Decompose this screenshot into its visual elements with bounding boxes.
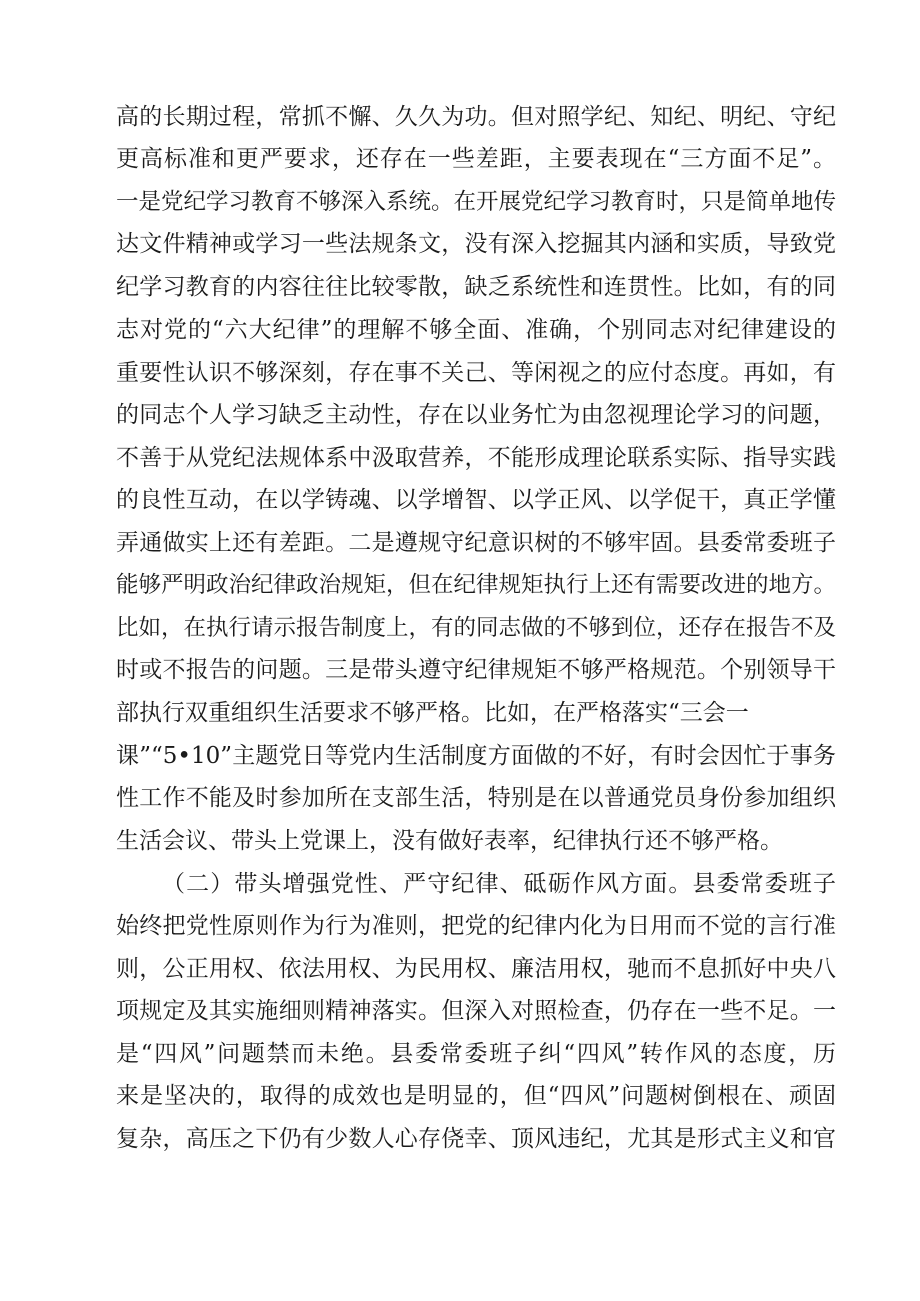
paragraph-line: 比如，在执行请示报告制度上，有的同志做的不够到位，还存在报告不及 xyxy=(116,615,837,641)
paragraph-line: 志对党的“六大纪律”的理解不够全面、准确，个别同志对纪律建设的 xyxy=(116,317,836,343)
paragraph-line: 则，公正用权、依法用权、为民用权、廉洁用权，驰而不息抓好中央八 xyxy=(116,956,836,982)
paragraph-line: 项规定及其实施细则精神落实。但深入对照检查，仍存在一些不足。一 xyxy=(116,998,836,1024)
paragraph-line: 的良性互动，在以学铸魂、以学增智、以学正风、以学促干，真正学懂 xyxy=(116,487,836,513)
paragraph-line: 纪学习教育的内容往往比较零散，缺乏系统性和连贯性。比如，有的同 xyxy=(116,274,836,300)
paragraph-line: 课”“5•10”主题党日等党内生活制度方面做的不好，有时会因忙于事务 xyxy=(116,743,836,769)
paragraph-line: 性工作不能及时参加所在支部生活，特别是在以普通党员身份参加组织 xyxy=(116,785,836,811)
paragraph-line: 不善于从党纪法规体系中汲取营养，不能形成理论联系实际、指导实践 xyxy=(116,445,836,471)
paragraph-line: 一是党纪学习教育不够深入系统。在开展党纪学习教育时，只是简单地传 xyxy=(116,189,837,215)
section-heading-line: （二）带头增强党性、严守纪律、砥砺作风方面。县委常委班子 xyxy=(162,871,836,897)
paragraph-line: 始终把党性原则作为行为准则，把党的纪律内化为日用而不觉的言行准 xyxy=(116,913,836,939)
paragraph-line: 更高标准和更严要求，还存在一些差距，主要表现在“三方面不足”。 xyxy=(116,146,836,172)
paragraph-line: 重要性认识不够深刻，存在事不关己、等闲视之的应付态度。再如，有 xyxy=(116,360,836,386)
paragraph-line: 达文件精神或学习一些法规条文，没有深入挖掘其内涵和实质，导致党 xyxy=(116,231,836,257)
paragraph-line: 来是坚决的，取得的成效也是明显的，但“四风”问题树倒根在、顽固 xyxy=(116,1083,836,1109)
paragraph-line: 复杂，高压之下仍有少数人心存侥幸、顶风违纪，尤其是形式主义和官 xyxy=(116,1126,836,1152)
paragraph-line: 弄通做实上还有差距。二是遵规守纪意识树的不够牢固。县委常委班子 xyxy=(116,530,836,556)
paragraph-line: 的同志个人学习缺乏主动性，存在以业务忙为由忽视理论学习的问题， xyxy=(116,402,836,428)
paragraph-line: 时或不报告的问题。三是带头遵守纪律规矩不够严格规范。个别领导干 xyxy=(116,657,836,683)
paragraph-line: 能够严明政治纪律政治规矩，但在纪律规矩执行上还有需要改进的地方。 xyxy=(116,572,837,598)
paragraph-line: 是“四风”问题禁而未绝。县委常委班子纠“四风”转作风的态度，历 xyxy=(116,1041,836,1067)
paragraph-line: 生活会议、带头上党课上，没有做好表率，纪律执行还不够严格。 xyxy=(116,828,783,854)
paragraph-line: 高的长期过程，常抓不懈、久久为功。但对照学纪、知纪、明纪、守纪 xyxy=(116,104,836,130)
paragraph-line: 部执行双重组织生活要求不够严格。比如，在严格落实“三会一 xyxy=(116,700,749,726)
